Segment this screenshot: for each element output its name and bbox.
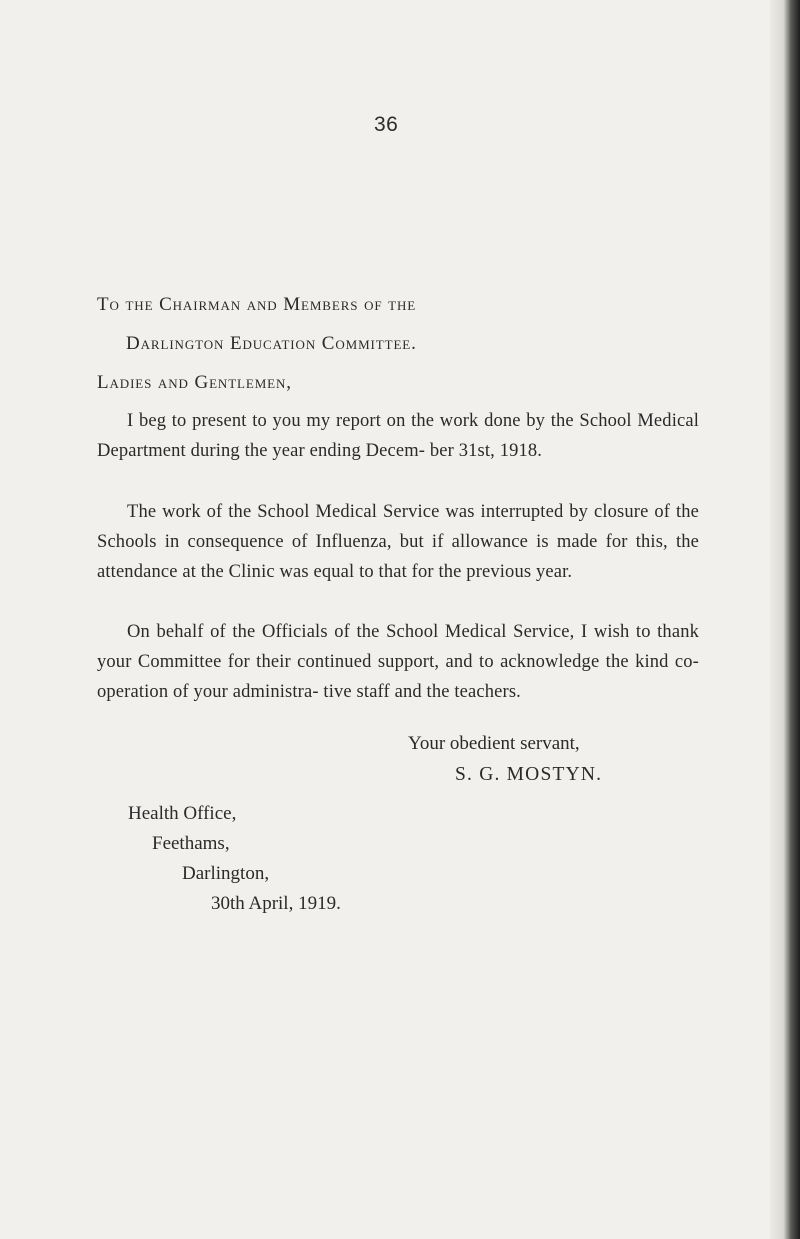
paragraph-2: The work of the School Medical Service was interrupted by closure of the Schools in consequence of Influenza, but if allowance is made for this, the attendance at the Clinic was equal to that for the previous year. [97,502,699,582]
valediction: Your obedient servant, [408,733,580,754]
paragraph-3: On behalf of the Officials of the School Medical Service, I wish to thank your Committee for their continued support, and to acknowledge the kind co-operation of your administra- tive staff and the teachers. [97,622,699,702]
signature: S. G. MOSTYN. [455,764,603,785]
paragraph-1: I beg to present to you my report on the work done by the School Medical Department during the year ending Decem- ber 31st, 1918. [97,411,699,461]
address-date: 30th April, 1919. [211,893,341,914]
salutation-line-1: To the Chairman and Members of the [97,294,417,315]
salutation-line-2: Darlington Education Committee. [126,333,417,354]
page-number: 36 [374,113,399,136]
salutation-line-3: Ladies and Gentlemen, [97,372,292,393]
address-line-3: Darlington, [182,863,270,884]
address-line-2: Feethams, [152,833,230,854]
binding-edge [770,0,800,1239]
address-line-1: Health Office, [128,803,237,824]
